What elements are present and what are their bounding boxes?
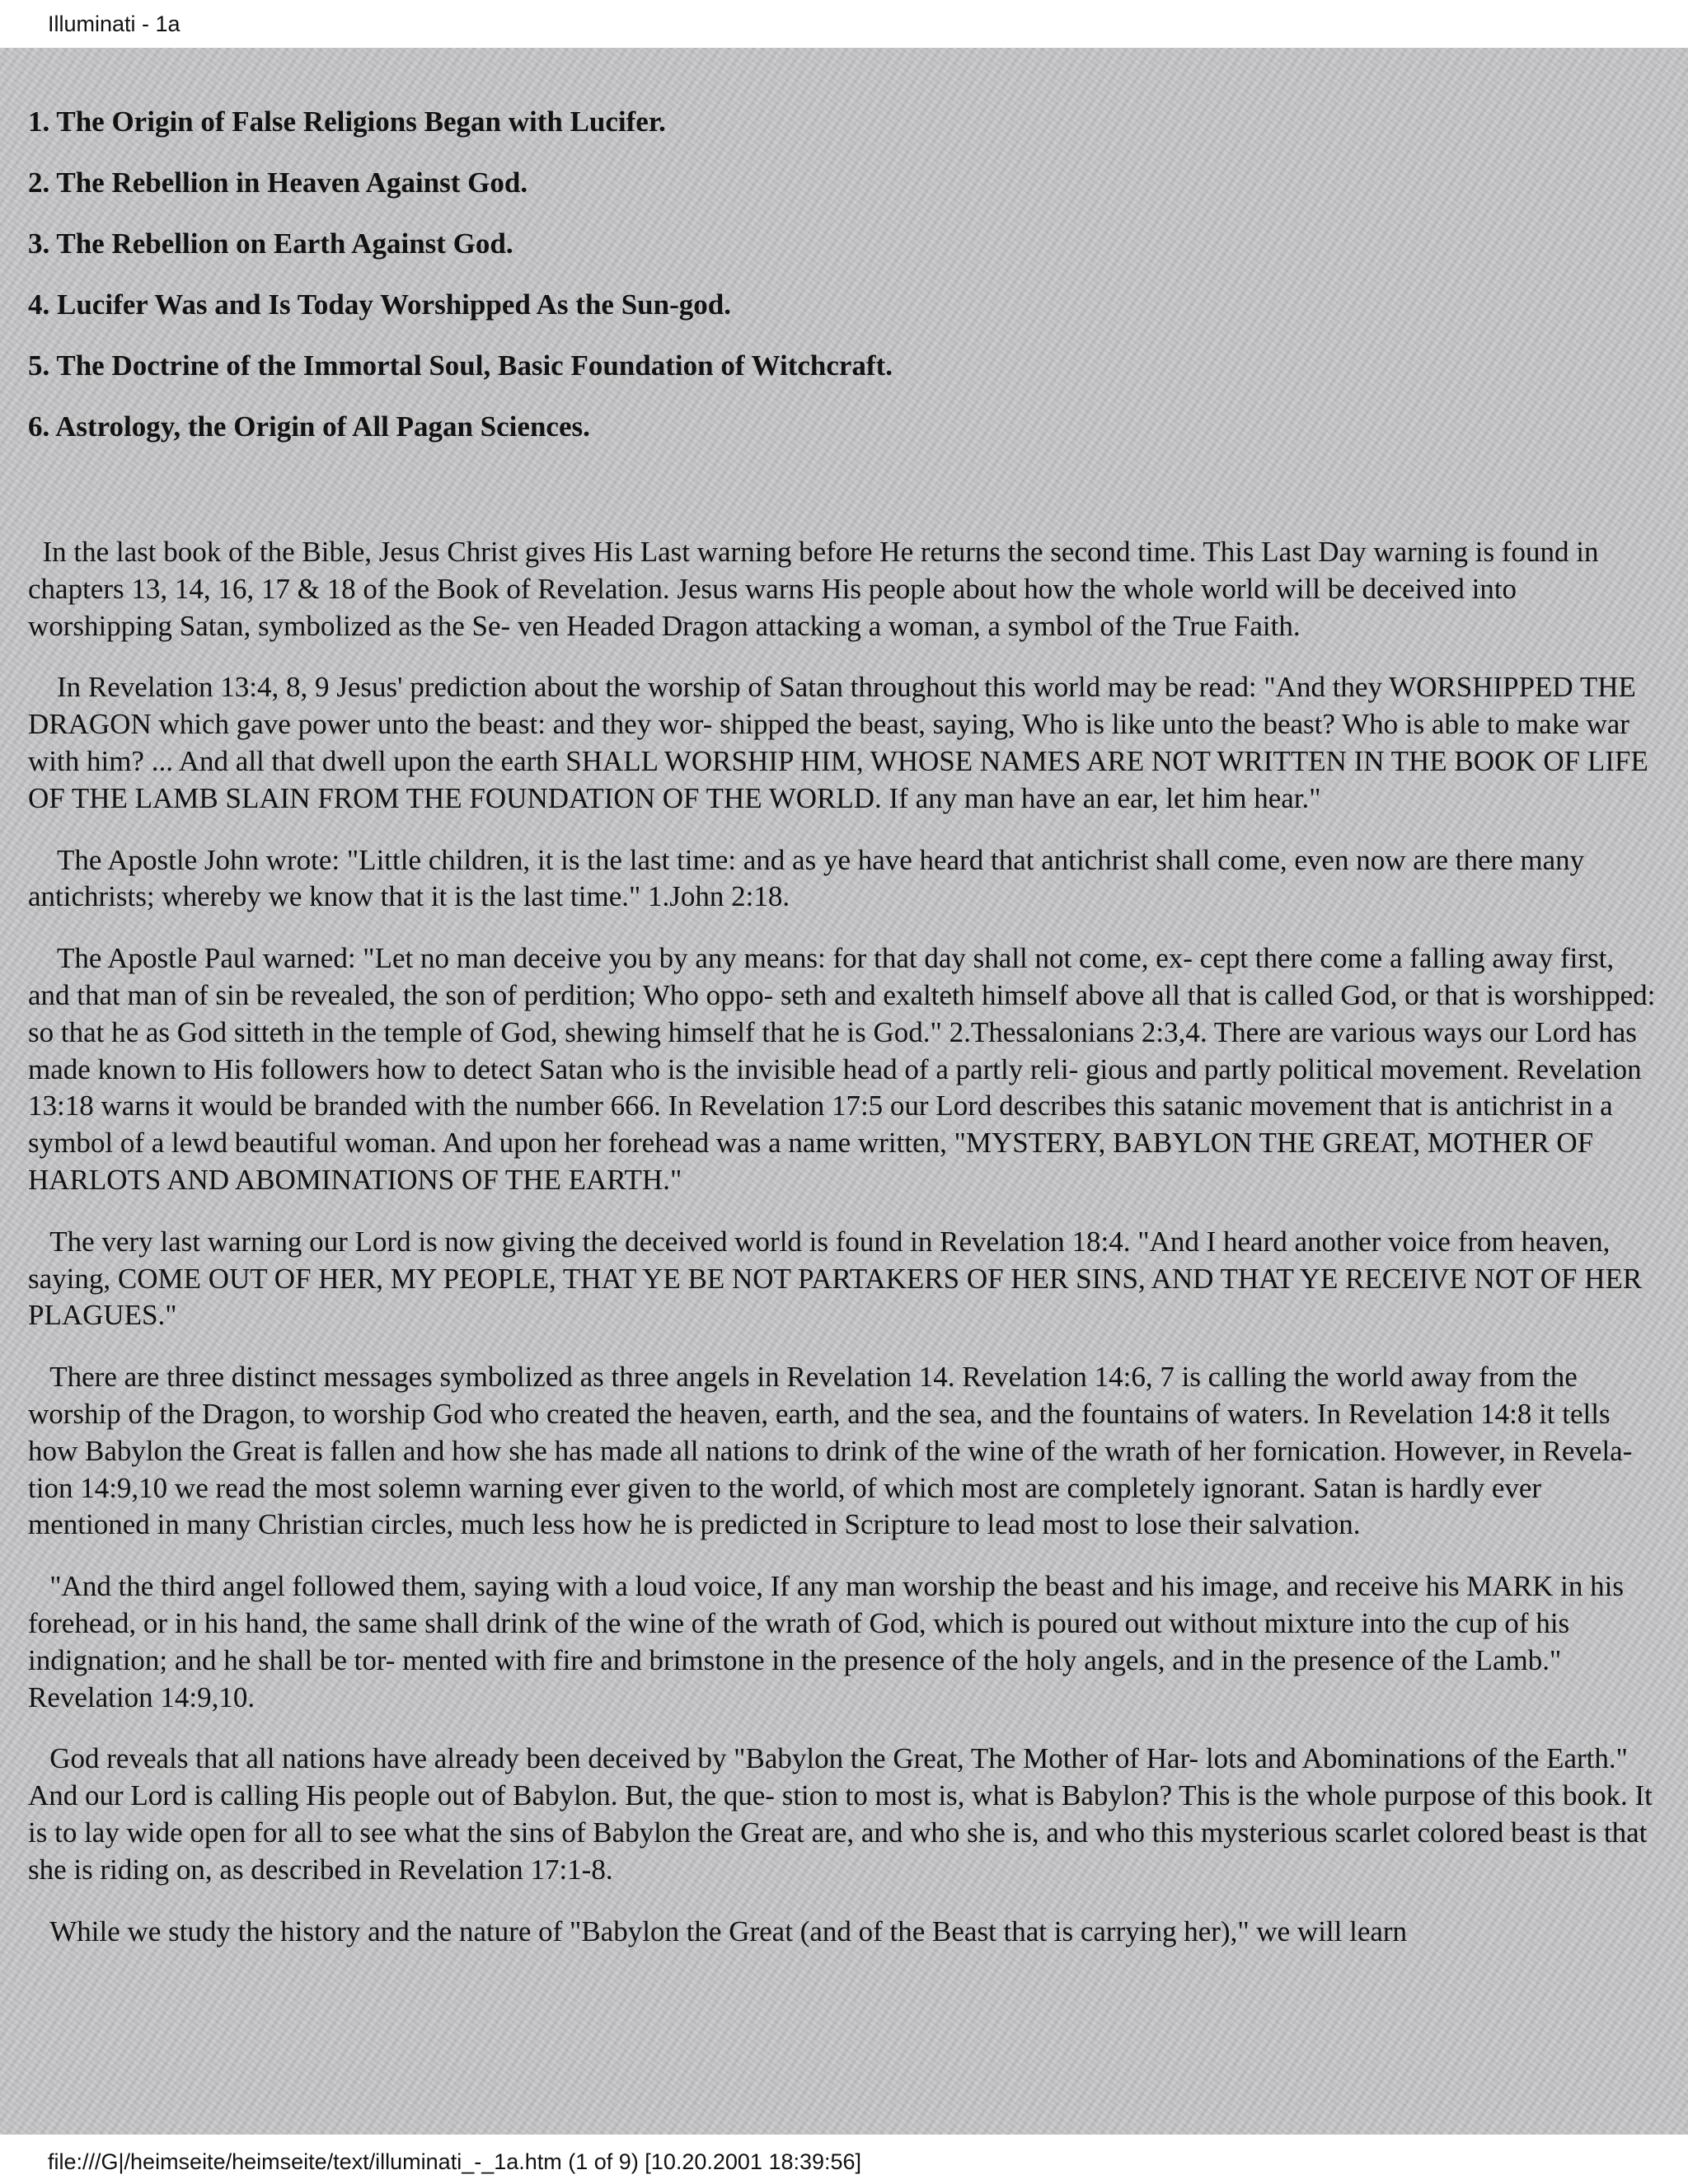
article-body <box>28 534 1662 1975</box>
chapter-list <box>28 105 1660 471</box>
file-path-footer: file:///G|/heimseite/heimseite/text/illuminati_-_1a.htm (1 of 9) [10.20.2001 18:39:56] <box>48 2149 862 2174</box>
body-paragraph: The very last warning our Lord is now giving the deceived world is found in Revelation 18:4. "And I heard another voice from heaven, saying, COME OUT OF HER, MY PEOPLE, THAT YE BE NOT PARTAKERS OF HER SINS, AND THAT YE RECEIVE NOT OF HER PLAGUES." <box>28 1225 1649 1332</box>
body-paragraph: In the last book of the Bible, Jesus Christ gives His Last warning before He returns the second time. This Last Day warning is found in chapters 13, 14, 16, 17 & 18 of the Book of Revelation. Jesus warns His people about how the whole world will be deceived into worshipping Satan, symbolized as the Se- ven Headed Dragon attacking a woman, a symbol of the True Faith. <box>28 536 1606 642</box>
textured-page-background <box>0 48 1688 2135</box>
print-header <box>0 0 1688 48</box>
body-paragraph: "And the third angel followed them, saying with a loud voice, If any man worship the beast and his image, and receive his MARK in his forehead, or in his hand, the same shall drink of the wine of the wrath of God, which is poured out without mixture into the cup of his indignation; and he shall be tor- mented with fire and brimstone in the presence of the holy angels, and in the presence of the Lamb." Revelation 14:9,10. <box>28 1570 1631 1713</box>
chapter-item: 4. Lucifer Was and Is Today Worshipped As the Sun-god. <box>28 288 731 321</box>
body-paragraph: God reveals that all nations have already been deceived by "Babylon the Great, The Mother of Har- lots and Abominations of the Earth." And our Lord is calling His people out of Babylon. But, the que- stion to most is, what is Babylon? This is the whole purpose of this book. It is to lay wide open for all to see what the sins of Babylon the Great are, and who she is, and who this mysterious scarlet colored beast is that she is riding on, as described in Revelation 17:1-8. <box>28 1742 1660 1886</box>
chapter-item: 5. The Doctrine of the Immortal Soul, Basic Foundation of Witchcraft. <box>28 349 893 382</box>
print-footer <box>0 2135 1688 2184</box>
document-title: Illuminati - 1a <box>48 12 181 36</box>
body-paragraph: While we study the history and the nature of "Babylon the Great (and of the Beast that is carrying her)," we will learn <box>28 1915 1408 1947</box>
body-paragraph: The Apostle John wrote: "Little children, it is the last time: and as ye have heard that antichrist shall come, even now are there many antichrists; whereby we know that it is the last time." 1.John 2:18. <box>28 843 1592 913</box>
chapter-item: 6. Astrology, the Origin of All Pagan Sciences. <box>28 410 590 443</box>
chapter-item: 3. The Rebellion on Earth Against God. <box>28 227 513 260</box>
body-paragraph: There are three distinct messages symbolized as three angels in Revelation 14. Revelation 14:6, 7 is calling the world away from the worship of the Dragon, to worship God who created the heaven, earth, and the sea, and the fountains of waters. In Revelation 14:8 it tells how Babylon the Great is fallen and how she has made all nations to drink of the wine of the wrath of her fornication. However, in Revela- tion 14:9,10 we read the most solemn warning ever given to the world, of which most are completely ignorant. Satan is hardly ever mentioned in many Christian circles, much less how he is predicted in Scripture to lead most to lose their salvation. <box>28 1361 1640 1541</box>
chapter-item: 2. The Rebellion in Heaven Against God. <box>28 166 528 199</box>
body-paragraph: The Apostle Paul warned: "Let no man deceive you by any means: for that day shall not come, ex- cept there come a falling away first, and that man of sin be revealed, the son of perdition; Who oppo- seth and exalteth himself above all that is called God, or that is worshipped: so that he as God sitteth in the temple of God, shewing himself that he is God." 2.Thessalonians 2:3,4. There are various ways our Lord has made known to His followers how to detect Satan who is the invisible head of a partly reli- gious and partly political movement. Revelation 13:18 warns it would be branded with the number 666. In Revelation 17:5 our Lord describes this satanic movement that is antichrist in a symbol of a lewd beautiful woman. And upon her forehead was a name written, "MYSTERY, BABYLON THE GREAT, MOTHER OF HARLOTS AND ABOMINATIONS OF THE EARTH." <box>28 942 1663 1196</box>
body-paragraph: In Revelation 13:4, 8, 9 Jesus' prediction about the worship of Satan throughout this world may be read: "And they WORSHIPPED THE DRAGON which gave power unto the beast: and they wor- shipped the beast, saying, Who is like unto the beast? Who is able to make war with him? ... And all that dwell upon the earth SHALL WORSHIP HIM, WHOSE NAMES ARE NOT WRITTEN IN THE BOOK OF LIFE OF THE LAMB SLAIN FROM THE FOUNDATION OF THE WORLD. If any man have an ear, let him hear." <box>28 671 1656 814</box>
chapter-item: 1. The Origin of False Religions Began with Lucifer. <box>28 105 666 138</box>
